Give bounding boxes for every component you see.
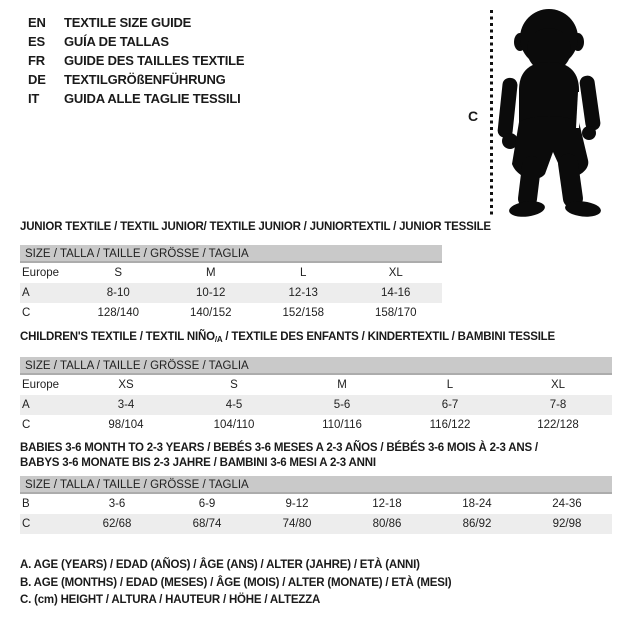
size-cell: S <box>230 379 238 391</box>
legend <box>20 557 451 610</box>
title-segment: CHILDREN'S TEXTILE / TEXTIL NIÑO <box>20 331 215 343</box>
table-row <box>20 514 612 534</box>
size-cell: 24-36 <box>552 498 582 510</box>
row-label: Europe <box>22 379 60 391</box>
size-cell: 4-5 <box>225 399 243 411</box>
size-cell: 80/86 <box>372 518 402 530</box>
size-cell: 8-10 <box>106 287 130 299</box>
size-table-junior <box>20 221 612 323</box>
size-cell: 10-12 <box>196 287 226 299</box>
row-label: C <box>22 419 31 431</box>
size-cell: 12-13 <box>288 287 318 299</box>
table-row <box>20 415 612 435</box>
size-cell: 12-18 <box>372 498 402 510</box>
legend-line: B. AGE (MONTHS) / EDAD (MESES) / ÂGE (MOIS) / ALTER (MONATE) / ETÀ (MESI) <box>20 576 452 589</box>
size-grid <box>20 494 612 534</box>
row-label: C <box>22 518 31 530</box>
title-segment: JUNIOR TEXTILE / TEXTIL JUNIOR/ TEXTILE JUNIOR / JUNIORTEXTIL / JUNIOR TESSILE <box>20 221 491 233</box>
size-header-band <box>20 357 612 375</box>
size-cell: XL <box>550 379 566 391</box>
language-code: FR <box>28 53 45 68</box>
size-cell: 14-16 <box>381 287 411 299</box>
size-header-band <box>20 245 442 263</box>
size-header-band <box>20 476 612 494</box>
language-code: ES <box>28 34 45 49</box>
size-cell: M <box>337 379 347 391</box>
language-row <box>28 13 244 32</box>
table-row <box>20 395 612 415</box>
size-cell: 3-4 <box>117 399 135 411</box>
table-row <box>20 303 442 323</box>
language-code: EN <box>28 15 46 30</box>
table-row <box>20 494 612 514</box>
title-segment: / TEXTILE DES ENFANTS / KINDERTEXTIL / BAMBINI TESSILE <box>222 331 555 343</box>
title-segment: BABIES 3-6 MONTH TO 2-3 YEARS / BEBÉS 3-6 MESES A 2-3 AÑOS / BÉBÉS 3-6 MOIS À 2-3 ANS / <box>20 442 538 454</box>
table-title-line <box>20 441 612 456</box>
size-tables <box>20 221 612 534</box>
size-header-text: SIZE / TALLA / TAILLE / GRÖSSE / TAGLIA <box>25 248 249 260</box>
title-segment: /A <box>214 335 223 344</box>
row-label: Europe <box>22 267 60 279</box>
language-row <box>28 89 244 108</box>
size-cell: 3-6 <box>108 498 126 510</box>
language-title: GUIDE DES TAILLES TEXTILE <box>64 53 245 68</box>
table-title-line <box>20 221 612 234</box>
size-cell: 116/122 <box>429 419 471 431</box>
language-title: GUÍA DE TALLAS <box>64 34 169 49</box>
size-cell: 18-24 <box>462 498 492 510</box>
size-table-babies <box>20 441 612 534</box>
size-cell: 152/158 <box>282 307 325 319</box>
size-cell: 6-7 <box>441 399 459 411</box>
language-title: TEXTILGRÖßENFÜHRUNG <box>64 72 226 87</box>
language-code: DE <box>28 72 46 87</box>
height-label: C <box>468 108 479 124</box>
table-row <box>20 263 442 283</box>
table-title-line <box>20 331 612 346</box>
size-cell: 5-6 <box>333 399 351 411</box>
title-segment: BABYS 3-6 MONATE BIS 2-3 JAHRE / BAMBINI 3-6 MESI A 2-3 ANNI <box>20 457 376 469</box>
language-title: GUIDA ALLE TAGLIE TESSILI <box>64 91 241 106</box>
size-cell: 158/170 <box>374 307 417 319</box>
size-cell: 9-12 <box>285 498 309 510</box>
size-cell: 122/128 <box>537 419 579 431</box>
size-cell: XS <box>118 379 134 391</box>
size-cell: S <box>114 267 123 279</box>
language-row <box>28 70 244 89</box>
language-title: TEXTILE SIZE GUIDE <box>64 15 192 30</box>
table-title <box>20 441 612 471</box>
size-cell: 68/74 <box>192 518 222 530</box>
size-cell: 104/110 <box>213 419 255 431</box>
size-cell: L <box>446 379 454 391</box>
legend-line: A. AGE (YEARS) / EDAD (AÑOS) / ÂGE (ANS) / ALTER (JAHRE) / ETÀ (ANNI) <box>20 559 420 571</box>
language-list <box>28 13 244 108</box>
size-cell: 86/92 <box>462 518 492 530</box>
size-grid <box>20 375 612 435</box>
size-header-text: SIZE / TALLA / TAILLE / GRÖSSE / TAGLIA <box>25 360 249 372</box>
legend-line: C. (cm) HEIGHT / ALTURA / HAUTEUR / HÖHE / ALTEZZA <box>20 594 321 606</box>
size-cell: 62/68 <box>102 518 132 530</box>
size-cell: L <box>300 267 307 279</box>
table-title-line <box>20 456 612 471</box>
table-title <box>20 331 612 346</box>
size-grid <box>20 263 442 323</box>
language-row <box>28 51 244 70</box>
row-label: A <box>22 399 30 411</box>
row-label: C <box>22 307 31 319</box>
size-table-children <box>20 331 612 435</box>
size-cell: 128/140 <box>97 307 140 319</box>
table-row <box>20 375 612 395</box>
size-cell: 98/104 <box>108 419 144 431</box>
size-cell: 92/98 <box>552 518 582 530</box>
size-cell: 7-8 <box>549 399 567 411</box>
row-label: B <box>22 498 30 510</box>
language-row <box>28 32 244 51</box>
table-row <box>20 283 442 303</box>
height-measure-line <box>490 10 493 215</box>
size-header-text: SIZE / TALLA / TAILLE / GRÖSSE / TAGLIA <box>25 479 249 491</box>
size-cell: 6-9 <box>198 498 216 510</box>
size-cell: XL <box>388 267 403 279</box>
row-label: A <box>22 287 30 299</box>
size-cell: 74/80 <box>282 518 312 530</box>
language-code: IT <box>28 91 40 106</box>
size-cell: M <box>205 267 216 279</box>
baby-silhouette <box>497 6 615 218</box>
table-title <box>20 221 612 234</box>
size-cell: 140/152 <box>189 307 232 319</box>
size-cell: 110/116 <box>322 419 362 431</box>
